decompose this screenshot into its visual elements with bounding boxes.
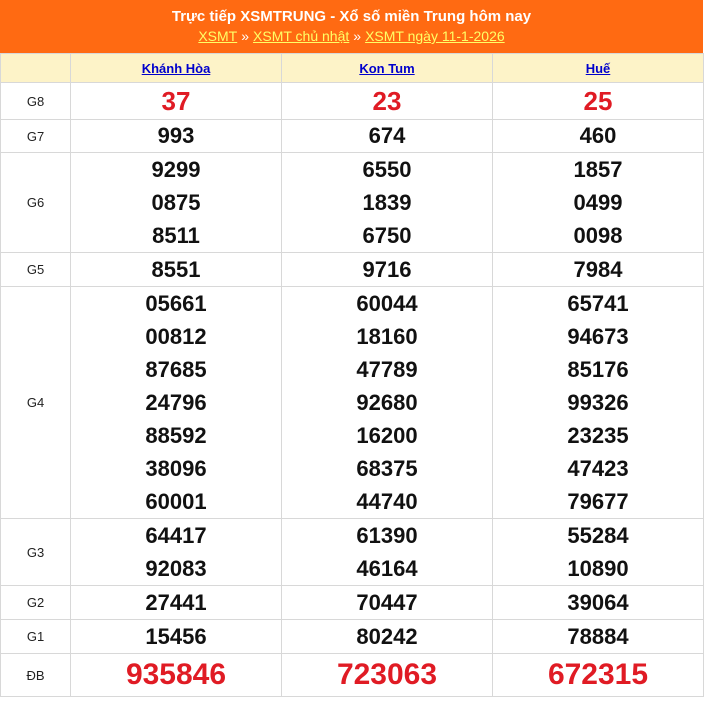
prize-number: 672315	[547, 658, 649, 691]
prize-number: 68375	[356, 456, 418, 481]
prize-number: 9716	[362, 257, 412, 282]
prize-number: 80242	[356, 624, 418, 649]
prize-label: G5	[1, 253, 71, 287]
results-header	[0, 0, 703, 53]
prize-cell	[493, 654, 704, 697]
prize-number: 8511	[152, 223, 200, 248]
prize-row-g1	[1, 620, 704, 654]
prize-label: G4	[1, 287, 71, 519]
prize-label: G3	[1, 519, 71, 586]
prize-label: G7	[1, 120, 71, 153]
breadcrumb	[1, 27, 702, 45]
prize-number: 1839	[362, 190, 412, 215]
prize-cell	[282, 253, 493, 287]
prize-label: G2	[1, 586, 71, 620]
prize-number: 05661	[145, 291, 207, 316]
prize-number: 92083	[145, 556, 207, 581]
results-table	[0, 53, 704, 697]
prize-cell	[282, 287, 493, 519]
prize-cell	[493, 83, 704, 120]
prize-cell	[493, 120, 704, 153]
breadcrumb-separator: »	[241, 28, 250, 44]
prize-row-db	[1, 654, 704, 697]
prize-number: 0499	[573, 190, 623, 215]
prize-number: 78884	[567, 624, 629, 649]
prize-number: 00812	[145, 324, 207, 349]
province-header	[71, 54, 282, 83]
prize-number: 0875	[151, 190, 201, 215]
prize-cell	[493, 253, 704, 287]
prize-number: 79677	[567, 489, 629, 514]
prize-cell	[493, 153, 704, 253]
prize-number: 64417	[145, 523, 207, 548]
prize-number: 38096	[145, 456, 207, 481]
prize-cell	[282, 519, 493, 586]
prize-number: 99326	[567, 390, 629, 415]
province-link-khanh-hoa[interactable]: Khánh Hòa	[141, 60, 211, 76]
prize-cell	[71, 120, 282, 153]
prize-number: 7984	[573, 257, 623, 282]
corner-cell	[1, 54, 71, 83]
prize-number: 44740	[356, 489, 418, 514]
prize-number: 60044	[356, 291, 418, 316]
prize-number: 46164	[356, 556, 418, 581]
prize-label: G8	[1, 83, 71, 120]
prize-number: 55284	[567, 523, 629, 548]
prize-cell	[71, 287, 282, 519]
prize-number: 18160	[356, 324, 418, 349]
prize-cell	[493, 287, 704, 519]
prize-cell	[71, 153, 282, 253]
prize-cell	[71, 586, 282, 620]
prize-cell	[282, 120, 493, 153]
prize-label: G1	[1, 620, 71, 654]
prize-cell	[71, 253, 282, 287]
prize-row-g6	[1, 153, 704, 253]
province-header	[282, 54, 493, 83]
prize-cell	[282, 83, 493, 120]
prize-row-g8	[1, 83, 704, 120]
prize-number: 935846	[125, 658, 227, 691]
prize-number: 6750	[362, 223, 412, 248]
prize-number: 70447	[356, 590, 418, 615]
prize-row-g4	[1, 287, 704, 519]
prize-cell	[71, 620, 282, 654]
prize-label: G6	[1, 153, 71, 253]
province-link-hue[interactable]: Huế	[585, 60, 611, 76]
prize-cell	[71, 654, 282, 697]
province-link-kon-tum[interactable]: Kon Tum	[359, 60, 415, 76]
prize-cell	[71, 83, 282, 120]
prize-rows	[1, 83, 704, 697]
prize-number: 47789	[356, 357, 418, 382]
province-header-row	[1, 54, 704, 83]
prize-number: 87685	[145, 357, 207, 382]
prize-row-g7	[1, 120, 704, 153]
prize-number: 8551	[151, 257, 201, 282]
prize-number: 723063	[336, 658, 438, 691]
prize-number: 9299	[151, 157, 201, 182]
breadcrumb-link-sunday[interactable]: XSMT chủ nhật	[253, 28, 350, 44]
prize-number: 37	[161, 86, 191, 116]
prize-number: 1857	[573, 157, 623, 182]
prize-label: ĐB	[1, 654, 71, 697]
breadcrumb-link-xsmt[interactable]: XSMT	[198, 28, 238, 44]
breadcrumb-link-date[interactable]: XSMT ngày 11-1-2026	[365, 28, 505, 44]
prize-number: 0098	[573, 223, 623, 248]
prize-number: 88592	[145, 423, 207, 448]
prize-cell	[493, 620, 704, 654]
prize-cell	[282, 620, 493, 654]
prize-number: 993	[157, 123, 195, 148]
prize-cell	[282, 153, 493, 253]
prize-cell	[282, 586, 493, 620]
prize-number: 15456	[145, 624, 207, 649]
prize-row-g2	[1, 586, 704, 620]
prize-cell	[282, 654, 493, 697]
prize-number: 27441	[145, 590, 207, 615]
prize-number: 24796	[145, 390, 207, 415]
prize-row-g3	[1, 519, 704, 586]
prize-number: 674	[368, 123, 406, 148]
breadcrumb-separator: »	[353, 28, 362, 44]
prize-cell	[71, 519, 282, 586]
prize-number: 23235	[567, 423, 629, 448]
prize-number: 92680	[356, 390, 418, 415]
prize-number: 94673	[567, 324, 629, 349]
prize-number: 85176	[567, 357, 629, 382]
province-header	[493, 54, 704, 83]
prize-cell	[493, 519, 704, 586]
prize-number: 16200	[356, 423, 418, 448]
prize-number: 65741	[567, 291, 629, 316]
page-title: Trực tiếp XSMTRUNG - Xổ số miền Trung hôm nay	[171, 8, 532, 25]
prize-number: 460	[579, 123, 617, 148]
prize-number: 23	[372, 86, 402, 116]
prize-number: 6550	[362, 157, 412, 182]
prize-number: 10890	[567, 556, 629, 581]
prize-number: 60001	[145, 489, 207, 514]
prize-row-g5	[1, 253, 704, 287]
prize-number: 25	[583, 86, 613, 116]
prize-cell	[493, 586, 704, 620]
prize-number: 39064	[567, 590, 629, 615]
prize-number: 47423	[567, 456, 629, 481]
prize-number: 61390	[356, 523, 418, 548]
